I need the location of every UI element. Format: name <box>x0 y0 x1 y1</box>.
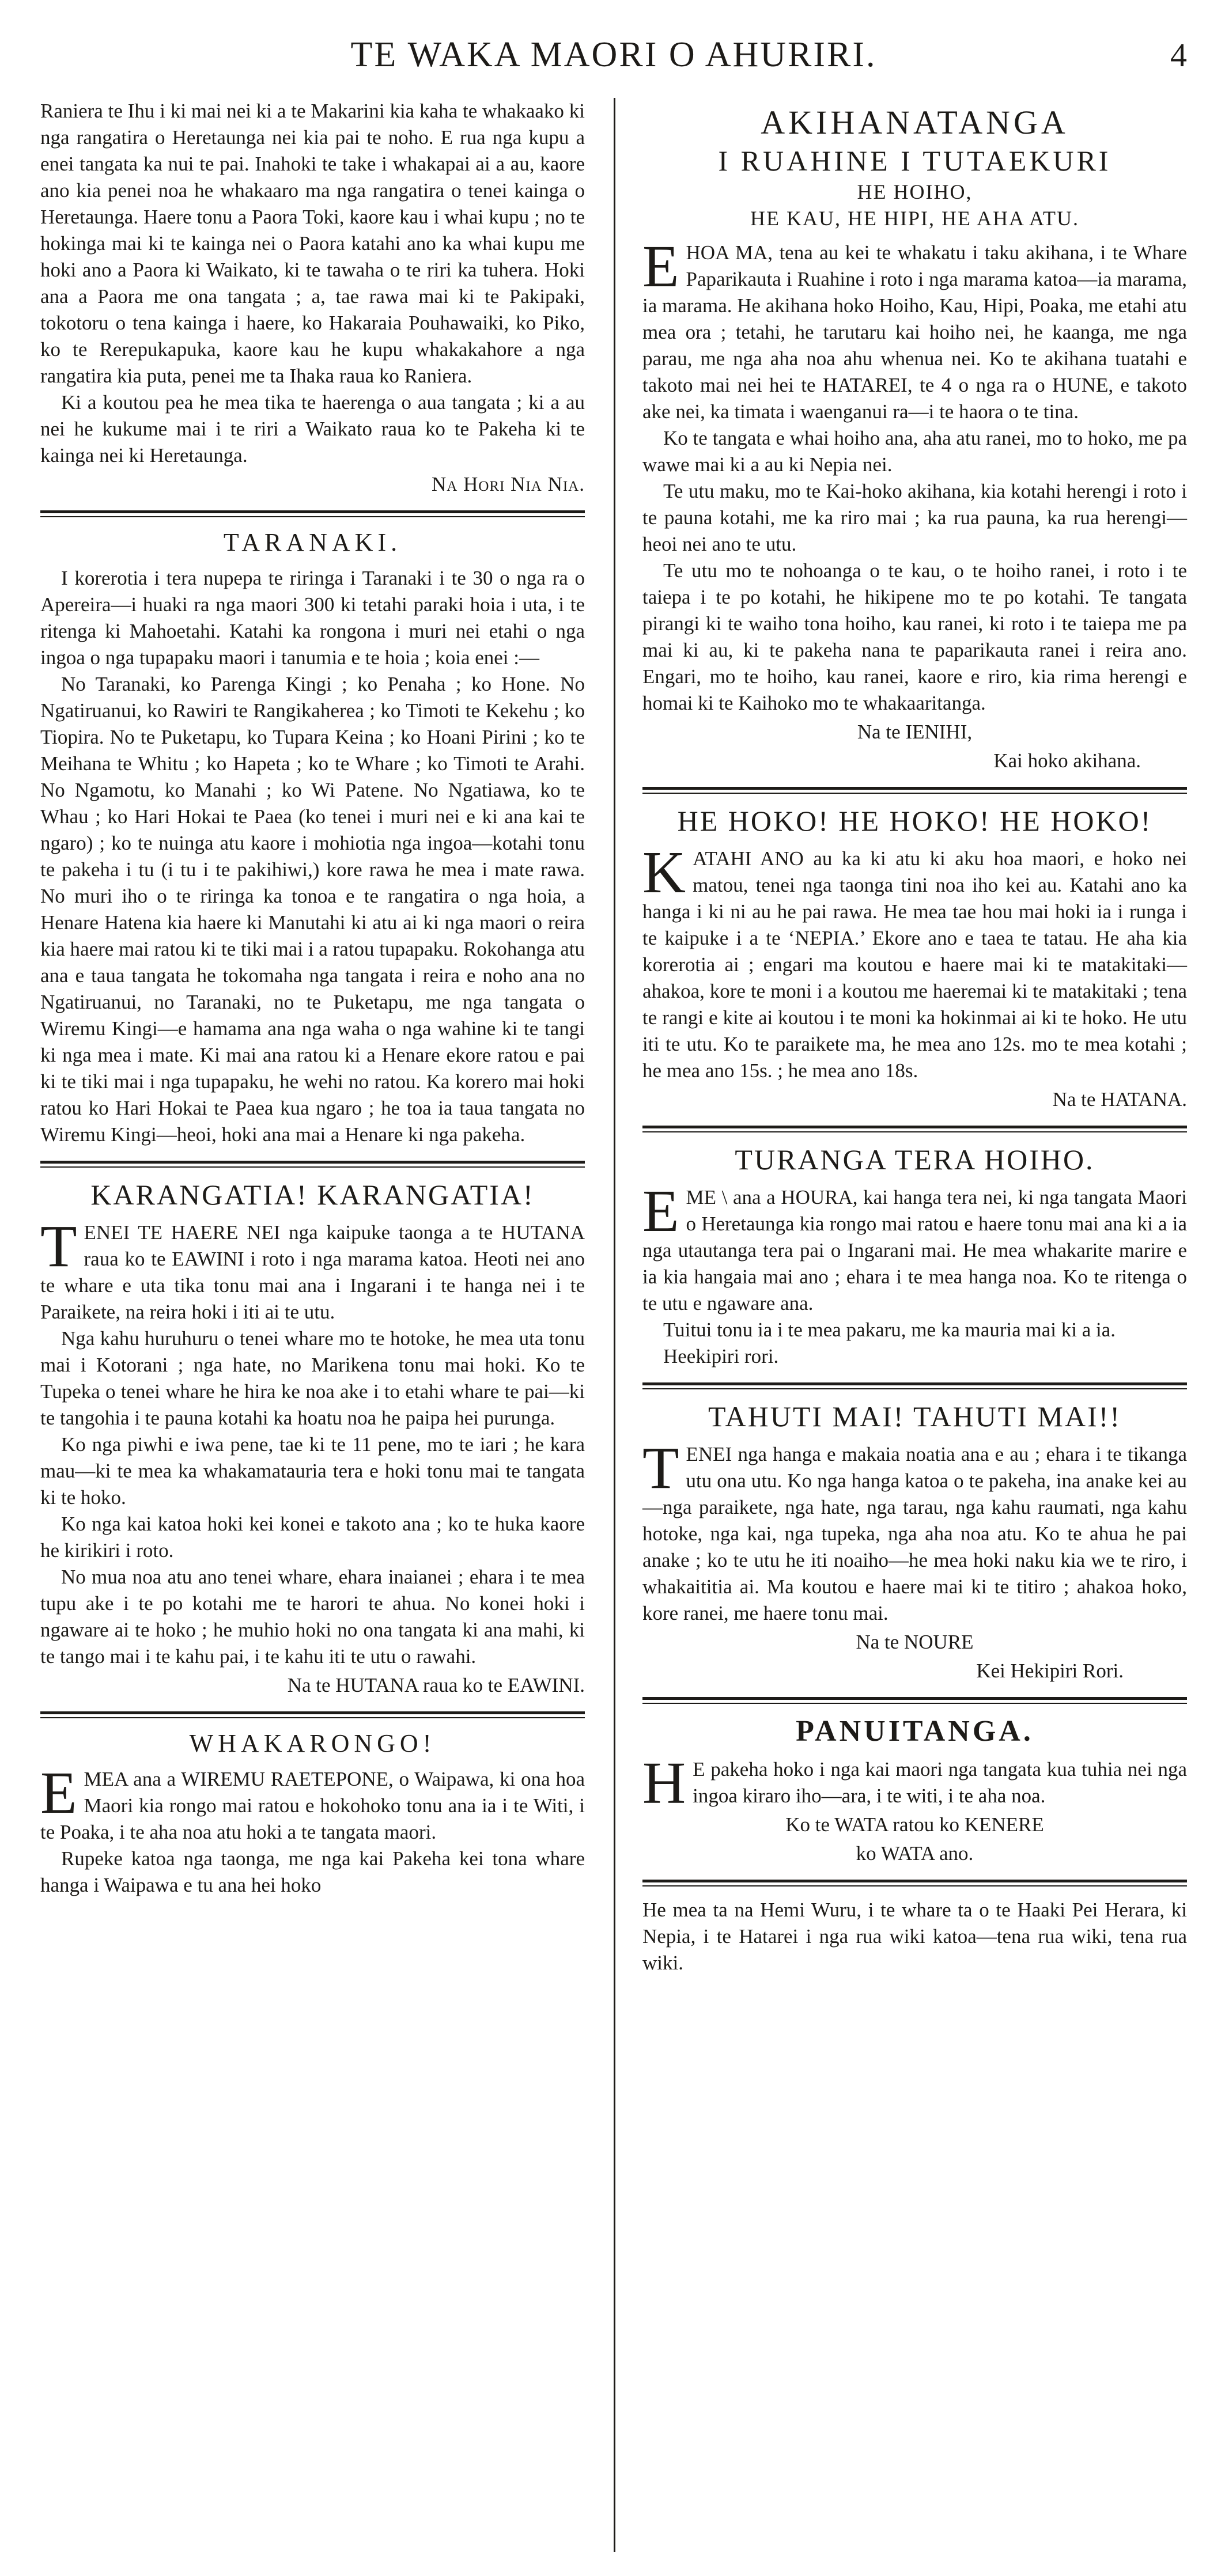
section-rule <box>642 1126 1187 1132</box>
lead-text: ME \ ana a HOURA, kai hanga tera nei, ki nga tangata Maori o Heretaunga kia rongo mai ratou e haere tonu mai ana ki a ia nga utautanga tera pai o Ingarani mai. He mea whakarite marire e ia kia hangaia mai ano ; ehara i te mea hanga noa. Ko te ritenga o te utu e ngaware ana. <box>642 1186 1187 1314</box>
signature: ko WATA ano. <box>856 1842 974 1865</box>
karangatia-ad <box>40 1178 585 1699</box>
section-subheading: HE KAU, HE HIPI, HE AHA ATU. <box>750 207 1079 230</box>
lead-text: E pakeha hoko i nga kai maori nga tangata kua tuhia nei nga ingoa kiraro iho—ara, i te witi, i te aha noa. <box>693 1758 1187 1807</box>
drop-cap: T <box>40 1213 77 1279</box>
signature: Na te NOURE <box>856 1631 974 1653</box>
lead-text: HOA MA, tena au kei te whakatu i taku akihana, i te Whare Paparikauta i Ruahine i roto i nga marama katoa—ia marama, ia marama. He akihana hoko Hoiho, Kau, Hipi, Poaka, me etahi atu mea ora ; tetahi, he tarutaru kai hoiho nei, he kaanga, me nga parau, me nga aha noa ahu whenua nei. Ko te akihana tuatahi e takoto mai nei hei te HATAREI, te 4 o nga ra o HUNE, e takoto ake nei, ka timata i waenganui ra—i te haora o te tina. <box>642 241 1187 423</box>
drop-cap: H <box>642 1750 686 1816</box>
lead-paragraph <box>642 1750 1187 1816</box>
paragraph: Raniera te Ihu i ki mai nei ki a te Makarini kia kaha te whakaako ki nga rangatira o Heretaunga nei kia pai te noho. E rua nga kupu a enei tangata ka nui te pai. Inahoki te take i whakapai ai a au, kaore ano kia penei noa he whakaaro ma nga rangatira o tenei kainga o Heretaunga. Haere tonu a Paora Toki, kaore kau i whai kupu ; no te hokinga mai ki te kainga nei o Paora katahi ano ka whai kupu me hoki ano a Paora ki Waikato, ki te tawaha o te riri ka tuhera. Hoki ana a Paora me ona tangata ; a, tae rawa mai ki te Pakipaki, tokotoru o tena kainga i haere, ko Hakaraia Pouhawaiki, ko Piko, ko te Rerepukapuka, kaore kau he kupu whakakahore a nga rangatira kia puta, penei me ta Ihaka raua ko Raniera. <box>40 100 585 387</box>
newspaper-page <box>40 23 1187 2558</box>
taranaki-article <box>40 528 585 1148</box>
lead-paragraph <box>40 1213 585 1325</box>
akihanatanga-ad <box>642 103 1187 774</box>
paragraph: Ko te tangata e whai hoiho ana, aha atu ranei, mo to hoko, me pa wawe mai ki a au ki Nepia nei. <box>642 427 1187 476</box>
signature: Na te IENIHI, <box>857 721 973 743</box>
signature-address: Kei Hekipiri Rori. <box>976 1660 1124 1682</box>
section-subheading: HE HOIHO, <box>857 180 973 203</box>
paragraph: Ko nga kai katoa hoki kei konei e takoto ana ; ko te huka kaore he kirikiri i roto. <box>40 1513 585 1562</box>
section-heading: WHAKARONGO! <box>189 1729 436 1757</box>
lead-text: MEA ana a WIREMU RAETEPONE, o Waipawa, ki ona hoa Maori kia rongo mai ratou e hokohoko tonu ana ia i te Witi, i te Poaka, i te aha noa atu hoki a te tangata maori. <box>40 1768 585 1843</box>
paragraph: Ki a koutou pea he mea tika te haerenga o aua tangata ; ki a au nei he kukume mai i te riri a Waikato raua ko te Pakeha ki te kainga nei ki Heretaunga. <box>40 391 585 467</box>
drop-cap: E <box>40 1760 77 1826</box>
lead-paragraph <box>642 1178 1187 1317</box>
section-rule <box>642 787 1187 794</box>
section-rule <box>642 1697 1187 1704</box>
signature: Na te HUTANA raua ko te EAWINI. <box>287 1674 585 1696</box>
raniera-letter <box>40 98 585 498</box>
drop-cap: E <box>642 233 679 300</box>
tahuti-ad <box>642 1400 1187 1684</box>
signature: Na Hori Nia Nia. <box>432 473 585 495</box>
paragraph: Te utu mo te nohoanga o te kau, o te hoiho ranei, i roto i te taiepa i te po kotahi, he hikipene mo te po kotahi. Te tangata pirangi ki te waiho tona hoiho, kau ranei, ki roto i te taiepa me pa mai ki au, ki te pakeha nana te paparikauta ranei i reira ano. Engari, mo te hoiho, kau ranei, kaore e riro, kia rima herengi e homai ki te Kaihoko mo te whakaaritanga. <box>642 559 1187 714</box>
section-heading: KARANGATIA! KARANGATIA! <box>90 1179 535 1211</box>
paragraph: Heekipiri rori. <box>663 1345 779 1367</box>
section-heading: HE HOKO! HE HOKO! HE HOKO! <box>677 805 1152 837</box>
turanga-ad <box>642 1143 1187 1370</box>
drop-cap: K <box>642 839 686 906</box>
masthead-title: TE WAKA MAORI O AHURIRI. <box>350 35 877 74</box>
section-heading: AKIHANATANGA <box>761 104 1069 141</box>
paragraph: I korerotia i tera nupepa te riringa i Taranaki i te 30 o nga ra o Apereira—i huaki ra nga maori 300 ki tetahi paraki hoia i uta, i te ritenga ki Mahoetahi. Katahi ka rongona i muri nei etahi o nga ingoa o nga tupapaku maori i tanumia e te hoia ; koia enei :— <box>40 567 585 669</box>
section-rule <box>642 1880 1187 1886</box>
lead-text: ENEI nga hanga e makaia noatia ana e au ; ehara i te tikanga utu ona utu. Ko nga hanga katoa o te pakeha, ina anake kei au—nga paraikete, nga hate, nga tarau, nga kahu raumati, nga kahu hotoke, nga kai, nga tupeka, nga aha noa atu. Ko te ahua he pai anake ; ko te utu he iti noaiho—he mea hoki naku kia we te riro, i whakaititia ai. Ma koutou e haere mai ki te titiro ; ahakoa hoko, kore ranei, me haere tonu mai. <box>642 1443 1187 1624</box>
paragraph: Nga kahu huruhuru o tenei whare mo te hotoke, he mea uta tonu mai i Kotorani ; nga hate, no Marikena tonu mai hoki. Ko te Tupeka o tenei whare he hira ke noa ake i to etahi whare te pai—ki te tangohia i te pauna kotahi ka hoatu noa he paipa hei purunga. <box>40 1327 585 1429</box>
paragraph: Ko nga piwhi e iwa pene, tae ki te 11 pene, mo te iari ; he kara mau—ki te mea ka whakamatauria tera e hoki tonu mai te tangata ki te hoko. <box>40 1433 585 1509</box>
panuitanga-ad <box>642 1714 1187 1867</box>
paragraph: Rupeke katoa nga taonga, me nga kai Pakeha kei tona whare hanga i Waipawa e tu ana hei hoko <box>40 1847 585 1896</box>
signature-title: Kai hoko akihana. <box>993 749 1141 772</box>
paragraph: No mua noa atu ano tenei whare, ehara inaianei ; ehara i te mea tupu ake i te po kotahi me te harori te ahua. No konei hoki i ngaware ai te hoko ; he muhio hoki no ona tangata ki ana mahi, ki te tango mai i te kahu pai, i te kahu iti te utu o rawahi. <box>40 1566 585 1668</box>
masthead <box>40 23 1187 86</box>
drop-cap: T <box>642 1435 679 1501</box>
lead-text: ATAHI ANO au ka ki atu ki aku hoa maori, e hoko nei matou, tenei nga taonga tini noa iho kei au. Katahi ano ka hanga i ki ni au he pai rawa. He mea tae hou mai hoki ia i runga i te kaipuke i a te ‘NEPIA.’ Ekore ano e taea te tatau. He aha kia korerotia ai ; engari ma koutou e haere mai ki te matakitaki—ahakoa, kore te moni i a koutou me haeremai ki te matakitaki ; tena te rangi e kite ai koutou i te moni ka hokinmai ai ki te hoko. He utu iti te utu. Ko te paraikete ma, he mea ano 12s. mo te mea kotahi ; he mea ano 15s. ; he mea ano 18s. <box>642 847 1187 1082</box>
imprint-text: He mea ta na Hemi Wuru, i te whare ta o te Haaki Pei Herara, ki Nepia, i te Hatarei i nga rua wiki katoa—tena rua wiki, tena rua wiki. <box>642 1899 1187 1974</box>
section-heading: TURANGA TERA HOIHO. <box>735 1143 1095 1176</box>
section-heading: TAHUTI MAI! TAHUTI MAI!! <box>708 1400 1122 1433</box>
section-rule <box>642 1382 1187 1389</box>
signature: Ko te WATA ratou ko KENERE <box>785 1813 1044 1836</box>
imprint <box>642 1897 1187 1976</box>
page-number: 4 <box>1170 36 1187 74</box>
lead-paragraph <box>642 1435 1187 1627</box>
signature: Na te HATANA. <box>1052 1088 1187 1111</box>
hehoko-ad <box>642 804 1187 1113</box>
lead-paragraph <box>642 839 1187 1084</box>
section-heading: TARANAKI. <box>223 528 402 556</box>
right-column <box>642 98 1187 1976</box>
section-rule <box>40 1711 585 1718</box>
section-heading: PANUITANGA. <box>796 1715 1034 1748</box>
section-rule <box>40 510 585 517</box>
paragraph: No Taranaki, ko Parenga Kingi ; ko Penaha ; ko Hone. No Ngatiruanui, ko Rawiri te Rangikaherea ; ko Timoti te Kekehu ; ko Tiopira. No te Puketapu, ko Tupara Keina ; ko Hoani Pirini ; ko te Meihana te Whitu ; ko Hapeta ; ko te Whare ; ko Timoti te Arahi. No Ngamotu, ko Manahi ; ko Wi Patene. No Ngatiawa, ko te Whau ; ko Hari Hokai te Paea (ko tenei i muri nei e ki ana kai te ngaro) ; ko te nuinga atu kaore i mohiotia nga ingoa—kotahi tonu te pakeha i tu (i tu i te pakihiwi,) kore rawa he mea i mate rawa. No muri iho o te riringa ka tonoa e te rangatira o nga hoia, a Henare Hatena kia haere ki Manutahi ki atu ai ki nga maori o reira kia haere mai ratou ki te tiki mai i a ratou tupapaku. Rokohanga atu ana e taua tangata he tokomaha nga tangata i reira e noho ana no Ngatiruanui, no Taranaki, no te Puketapu, me nga tangata o Wiremu Kingi—e hamama ana nga waha o nga wahine ki te tangi ki nga mea i mate. Ki mai ana ratou ki a Henare ekore ratou e pai ki te tiki mai i nga tupapaku, he wehi no ratou. Ka korero mai hoki ratou ko Hari Hokai te Paea kua ngaro ; he toa ia taua tangata no Wiremu Kingi—heoi, hoki ana mai a Henare ki nga pakeha. <box>40 673 585 1146</box>
lead-paragraph <box>642 233 1187 425</box>
section-subheading: I RUAHINE I TUTAEKURI <box>718 145 1111 177</box>
left-column <box>40 98 585 1899</box>
column-divider <box>614 98 615 2552</box>
section-rule <box>40 1161 585 1168</box>
paragraph: Te utu maku, mo te Kai-hoko akihana, kia kotahi herengi i roto i te pauna kotahi, me ka riro mai ; ka rua pauna, ka rua herengi—heoi nei ano te utu. <box>642 480 1187 555</box>
paragraph: Tuitui tonu ia i te mea pakaru, me ka mauria mai ki a ia. <box>663 1319 1116 1341</box>
lead-paragraph <box>40 1760 585 1846</box>
whakarongo-ad <box>40 1729 585 1899</box>
drop-cap: E <box>642 1178 679 1244</box>
lead-text: ENEI TE HAERE NEI nga kaipuke taonga a te HUTANA raua ko te EAWINI i roto i nga marama katoa. Heoti nei ano te whare e uta tika tonu mai ana i Ingarani i te hanga nei i te Paraikete, na reira hoki i iti ai te utu. <box>40 1221 585 1323</box>
